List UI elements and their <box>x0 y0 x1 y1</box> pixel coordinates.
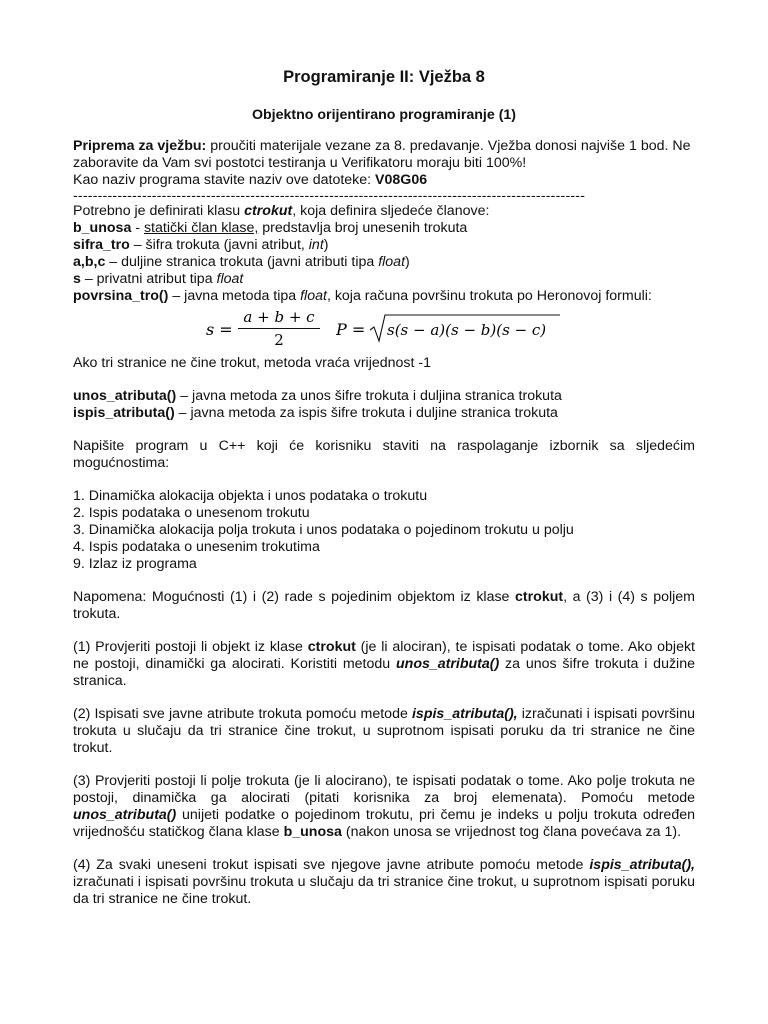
item-method-name: ispis_atributa(), <box>411 706 518 722</box>
prep-paragraph <box>73 138 695 172</box>
member-type: int <box>308 237 324 253</box>
invalid-triangle-note: Ako tri stranice ne čine trokut, metoda vraća vrijednost -1 <box>73 355 431 371</box>
member-desc: – javna metoda tipa <box>168 288 301 304</box>
member-b-unosa <box>73 220 695 237</box>
item-method-name: ispis_atributa(), <box>589 857 695 873</box>
document-page <box>73 66 695 908</box>
method-unos <box>73 388 695 405</box>
item-text: (1) Provjeriti postoji li objekt iz klase <box>73 639 308 655</box>
p-formula-lhs: P = <box>336 320 366 339</box>
item-text: (4) Za svaki uneseni trokut ispisati sve njegove javne atribute pomoću metode <box>73 857 590 873</box>
separator-line: -------------------------------------------------------------------------------------------------------- <box>73 189 586 203</box>
member-name: sifra_tro <box>73 237 130 253</box>
note-text-b: , a (3) i (4) s poljem trokuta. <box>73 589 695 622</box>
item-method-name: unos_atributa() <box>73 807 177 823</box>
s-formula <box>206 307 326 351</box>
member-type: float <box>300 288 327 304</box>
member-name: a,b,c <box>73 254 106 270</box>
member-type: float <box>216 271 244 287</box>
menu-item: 3. Dinamička alokacija polja trokuta i unos podataka o pojedinom trokutu u polju <box>73 522 574 538</box>
method-desc: – javna metoda za unos šifre trokuta i duljina stranica trokuta <box>176 388 562 404</box>
member-name: s <box>73 271 81 287</box>
prep-label: Priprema za vježbu: <box>73 138 207 154</box>
class-intro-text-a: Potrebno je definirati klasu <box>73 203 245 219</box>
heron-formula <box>73 307 695 351</box>
class-intro <box>73 203 695 220</box>
prep-text: proučiti materijale vezane za 8. predavanje. Vježba donosi najviše 1 bod. Ne zaboravite da Vam svi postotci testiranja u Verifikatoru moraju biti 100%! <box>73 138 691 171</box>
item-text: izračunati i ispisati površinu trokuta u slučaju da tri stranice čine trokut, u suprotnom ispisati poruku da tri stranice ne čine trokut. <box>73 874 695 907</box>
member-desc-end: ) <box>405 254 410 270</box>
item-text: (2) Ispisati sve javne atribute trokuta pomoću metode <box>73 706 412 722</box>
item-text: (nakon unosa se vrijednost tog člana povećava za 1). <box>341 824 682 840</box>
member-sep: - <box>131 220 144 236</box>
item-method-name: unos_atributa() <box>395 656 500 672</box>
class-name: ctrokut <box>244 203 293 219</box>
page-title: Programiranje II: Vježba 8 <box>283 68 485 86</box>
member-desc: – duljine stranica trokuta (javni atributi tipa <box>105 254 379 270</box>
item-1-paragraph <box>73 639 695 690</box>
member-desc: – privatni atribut tipa <box>80 271 217 287</box>
member-desc-end: ) <box>323 237 329 253</box>
menu-item: 2. Ispis podataka o unesenom trokutu <box>73 505 310 521</box>
method-ispis <box>73 405 695 422</box>
note-text-a: Napomena: Mogućnosti (1) i (2) rade s pojedinim objektom iz klase <box>73 589 516 605</box>
menu-item: 1. Dinamička alokacija objekta i unos podataka o trokutu <box>73 488 428 504</box>
member-name: b_unosa <box>73 220 132 236</box>
filename-text: Kao naziv programa stavite naziv ove datoteke: <box>73 172 376 188</box>
item-text: unijeti podatke o pojedinom trokutu, pri čemu je indeks u polju trokuta određen vrijednošću statičkog člana klase <box>73 807 695 840</box>
p-formula-radicand: s(s − a)(s − b)(s − c) <box>387 321 547 339</box>
filename: V08G06 <box>375 172 428 188</box>
menu-list <box>73 488 695 573</box>
item-3-paragraph <box>73 773 695 841</box>
member-s <box>73 271 695 288</box>
item-text: (3) Provjeriti postoji li polje trokuta (je li alocirano), te ispisati podatak o tome. Ako polje trokuta ne postoji, dinamička ga alocirati (pitati korisnika za broj elemenata). Pomoću metode <box>73 773 695 806</box>
member-desc: predstavlja broj unesenih trokuta <box>258 220 468 236</box>
member-povrsina-tro <box>73 288 695 305</box>
member-name: povrsina_tro() <box>73 288 169 304</box>
member-abc <box>73 254 695 271</box>
class-intro-text-b: , koja definira sljedeće članove: <box>292 203 490 219</box>
item-text: (je li alociran), te ispisati podatak o tome. Ako objekt ne postoji, dinamički ga alocirati. Koristiti metodu <box>73 639 696 672</box>
method-name: ispis_atributa() <box>73 405 175 421</box>
item-text: za unos šifre trokuta i dužine stranica. <box>73 656 695 689</box>
member-underlined: statički član klase, <box>143 220 259 236</box>
filename-line <box>73 172 695 189</box>
item-2-paragraph <box>73 706 695 757</box>
item-4-paragraph <box>73 857 695 908</box>
p-formula <box>336 307 566 351</box>
member-type: float <box>378 254 406 270</box>
note-class-name: ctrokut <box>515 589 564 605</box>
s-formula-denominator: 2 <box>274 331 284 349</box>
s-formula-lhs: s = <box>206 320 233 339</box>
menu-item: 4. Ispis podataka o unesenim trokutima <box>73 539 320 555</box>
item-member-name: b_unosa <box>283 824 342 840</box>
menu-item: 9. Izlaz iz programa <box>73 556 197 572</box>
item-text: izračunati i ispisati površinu trokuta u slučaju da tri stranice čine trokut, u suprotnom ispisati poruku da tri stranice ne čine trokut. <box>73 706 695 756</box>
page-subtitle: Objektno orijentirano programiranje (1) <box>251 107 517 123</box>
member-desc: – šifra trokuta (javni atribut, <box>129 237 309 253</box>
program-intro: Napišite program u C++ koji će korisniku staviti na raspolaganje izbornik sa sljedećim mogućnostima: <box>73 438 695 471</box>
method-desc: – javna metoda za ispis šifre trokuta i duljine stranica trokuta <box>174 405 558 421</box>
s-formula-numerator: a + b + c <box>243 308 315 326</box>
member-sifra-tro <box>73 237 695 254</box>
method-name: unos_atributa() <box>73 388 177 404</box>
item-class-name: ctrokut <box>307 639 356 655</box>
note-paragraph <box>73 589 695 623</box>
member-desc-end: , koja računa površinu trokuta po Heronovoj formuli: <box>326 288 652 304</box>
